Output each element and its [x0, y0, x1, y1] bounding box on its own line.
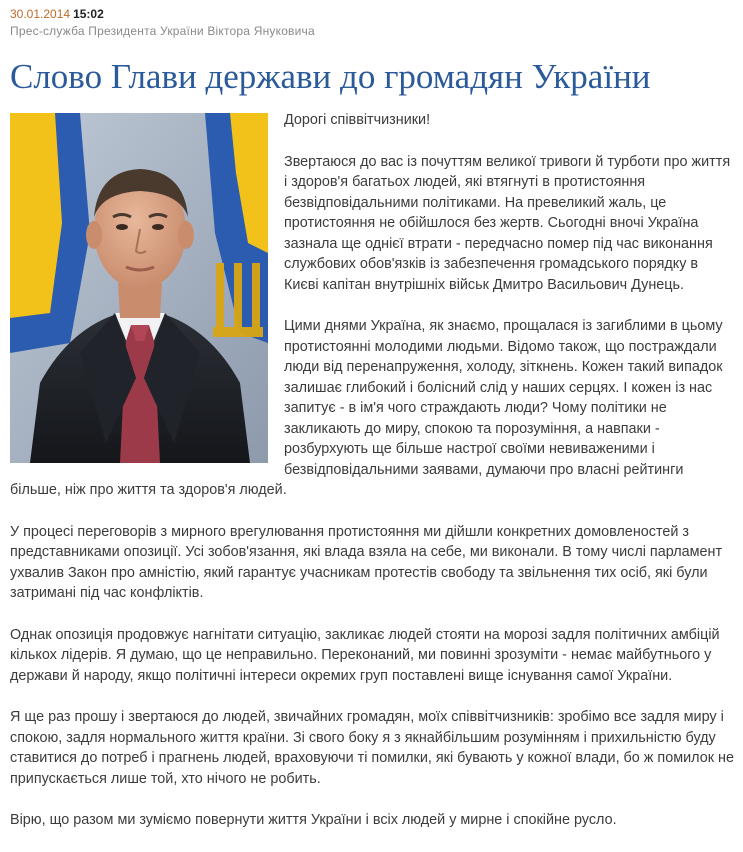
- portrait-photo: [10, 113, 268, 463]
- publish-date: 30.01.2014: [10, 7, 71, 21]
- article-paragraph: Однак опозиція продовжує нагнітати ситуацію, закликає людей стояти на морозі задля політичних амбіцій кількох лідерів. Я думаю, що це неправильно. Переконаний, ми повинні зрозуміти - немає майбутнього у держави й народу, якщо політичні інтереси окремих груп поставлені вище існування самої України.: [10, 626, 720, 684]
- article-paragraph: Вірю, що разом ми зуміємо повернути життя України і всіх людей у мирне і спокійне русло.: [10, 812, 617, 828]
- article-paragraph: Дорогі співвітчизники!: [284, 112, 431, 128]
- article-paragraph: Цими днями Україна, як знаємо, прощалася із загиблими в цьому протистоянні молодими людьми. Відомо також, що постраждали люди від перенапруження, холоду, зіткнень. Кожен такий випадок залишає глибокий і болісний слід у наших серцях. І кожен із нас запитує - в ім'я чого страждають люди? Чому політики не закликають до миру, спокою та порозуміння, а навпаки - розбурхують ще більше настрої своїми невиваженими і безвідповідальними заявами, думаючи про власні рейтинги більше, ніж про життя та здоров'я людей.: [10, 318, 723, 498]
- article-title: Слово Глави держави до громадян України: [10, 57, 651, 96]
- article-body: [10, 110, 734, 852]
- article-paragraph: Звертаюся до вас із почуттям великої тривоги й турботи про життя і здоров'я багатьох людей, які втягнуті в протистояння безвідповідальними політиками. На превеликий жаль, це протистояння не обійшлося без жертв. Сьогодні вночі Україна зазнала ще однієї втрати - передчасно помер під час виконання службових обов'язків із забезпечення громадського порядку в Києві капітан внутрішніх військ Дмитро Васильович Дунець.: [284, 153, 731, 293]
- article-paragraph: У процесі переговорів з мирного врегулювання протистояння ми дійшли конкретних домовленостей з представниками опозиції. Усі зобов'язання, які влада взяла на себе, ми виконали. В тому числі парламент ухвалив Закон про амністію, який гарантує учасникам протестів свободу та звільнення тих осіб, які були затримані під час конфліктів.: [10, 523, 723, 601]
- publish-time: 15:02: [73, 7, 104, 21]
- publish-datetime: [10, 7, 104, 21]
- article-source: Прес-служба Президента України Віктора Януковича: [10, 24, 315, 38]
- article-paragraph: Я ще раз прошу і звертаюся до людей, звичайних громадян, моїх співвітчизників: зробімо все задля миру і спокою, задля нормального життя країни. Зі свого боку я з якнайбільшим розумінням і прихильністю буду ставитися до потреб і прагнень людей, враховуючи ті помилки, які бувають у кожної влади, бо ж помилок не припускається лише той, хто нічого не робить.: [10, 709, 734, 787]
